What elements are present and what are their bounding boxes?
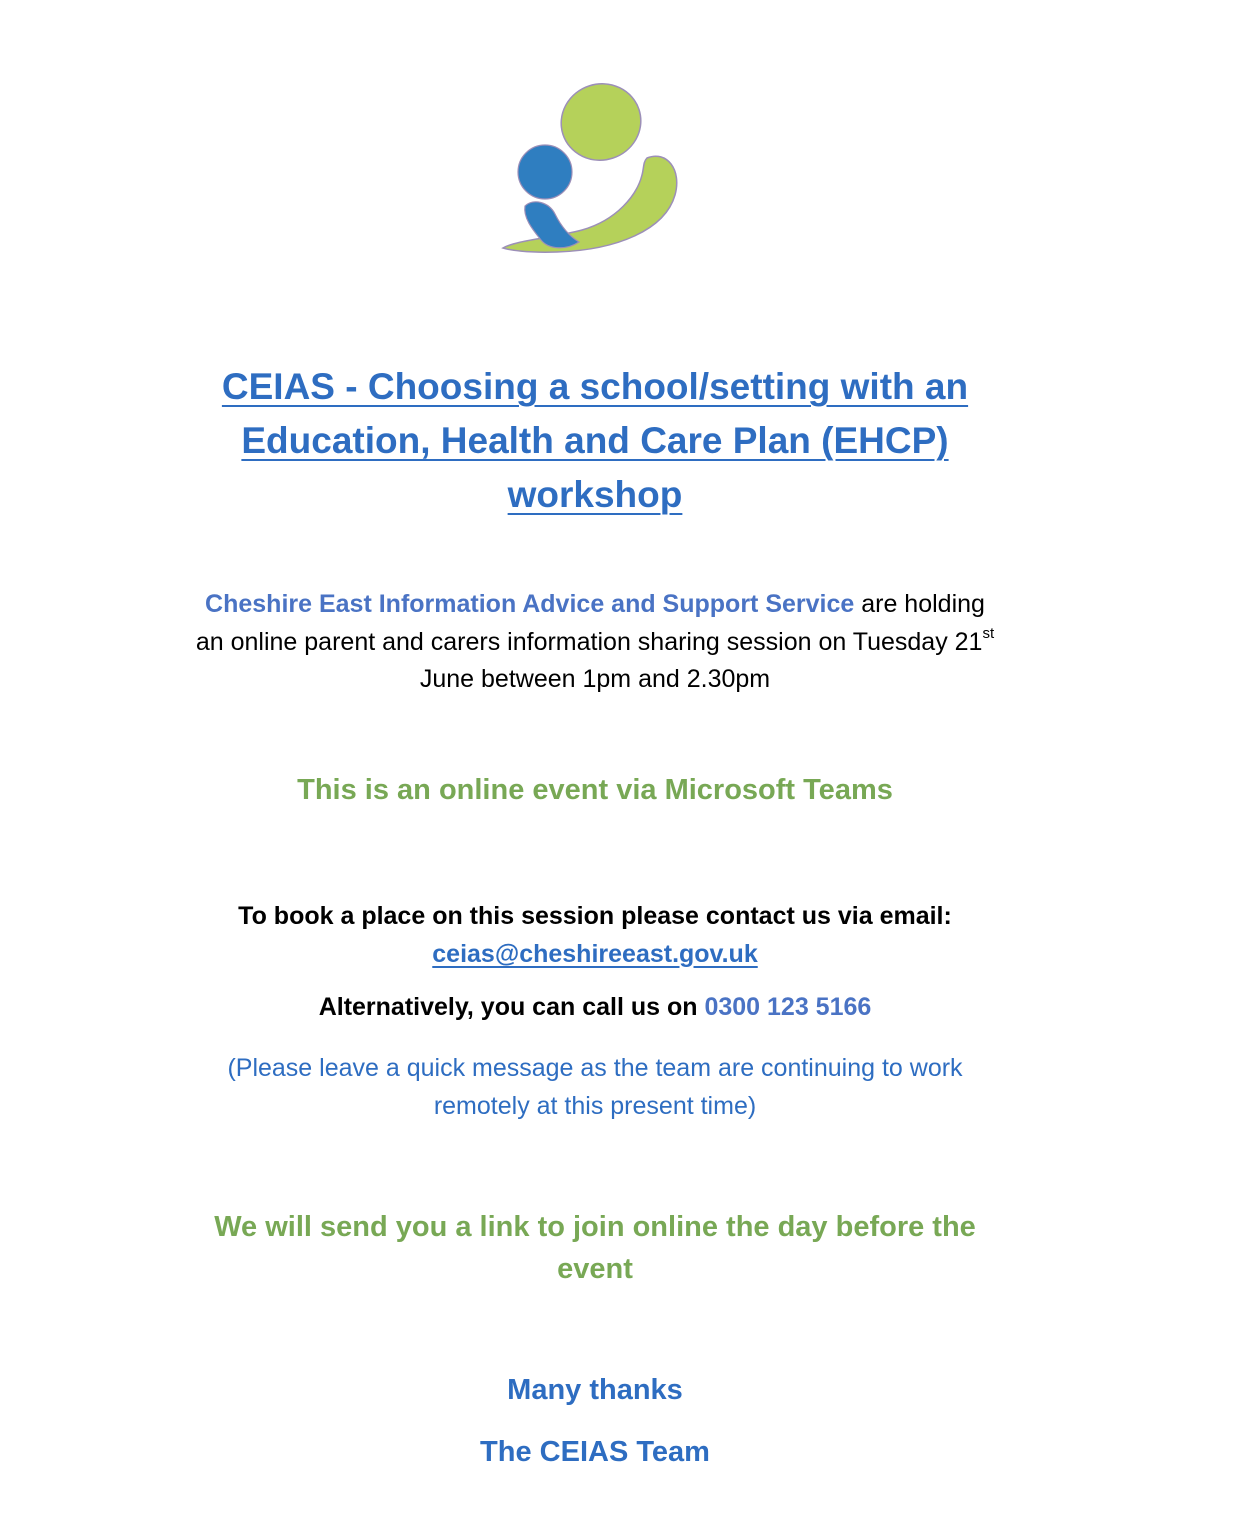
signoff-thanks: Many thanks xyxy=(507,1374,683,1406)
note-line-2: remotely at this present time) xyxy=(433,1092,757,1120)
email-link[interactable]: ceias@cheshireeast.gov.uk xyxy=(432,939,758,968)
booking-info xyxy=(0,898,1190,973)
logo-blue-head xyxy=(518,145,572,199)
link-message-line-1: We will send you a link to join online the day before the xyxy=(214,1211,976,1243)
date-ordinal-suffix: st xyxy=(982,624,995,642)
booking-text: To book a place on this session please contact us via email: xyxy=(238,902,952,930)
call-info xyxy=(0,993,1190,1022)
intro-line-2-text: an online parent and carers information sharing session on Tuesday 21 xyxy=(195,627,983,656)
intro-line-3: June between 1pm and 2.30pm xyxy=(419,665,771,693)
intro-line-1 xyxy=(0,586,1190,624)
call-text: Alternatively, you can call us on xyxy=(318,993,705,1021)
title-line-2: Education, Health and Care Plan (EHCP) xyxy=(241,420,949,461)
link-message-line-2: event xyxy=(557,1253,633,1285)
ceias-logo xyxy=(497,80,687,262)
phone-number-link[interactable]: 0300 123 5166 xyxy=(704,993,872,1021)
join-link-message xyxy=(0,1206,1190,1290)
title-line-1: CEIAS - Choosing a school/setting with an xyxy=(221,366,969,407)
title-line-3: workshop xyxy=(507,474,683,515)
signoff-team: The CEIAS Team xyxy=(480,1436,710,1468)
intro-line-1-rest: are holding xyxy=(854,590,985,618)
message-note xyxy=(0,1049,1190,1125)
email-line xyxy=(0,936,1190,974)
intro-paragraph xyxy=(0,586,1190,699)
online-event-notice: This is an online event via Microsoft Teams xyxy=(297,774,893,806)
workshop-title xyxy=(0,360,1190,522)
note-line-1: (Please leave a quick message as the team are continuing to work xyxy=(227,1054,963,1082)
organisation-name: Cheshire East Information Advice and Support Service xyxy=(205,590,855,618)
intro-line-2 xyxy=(0,624,1190,662)
